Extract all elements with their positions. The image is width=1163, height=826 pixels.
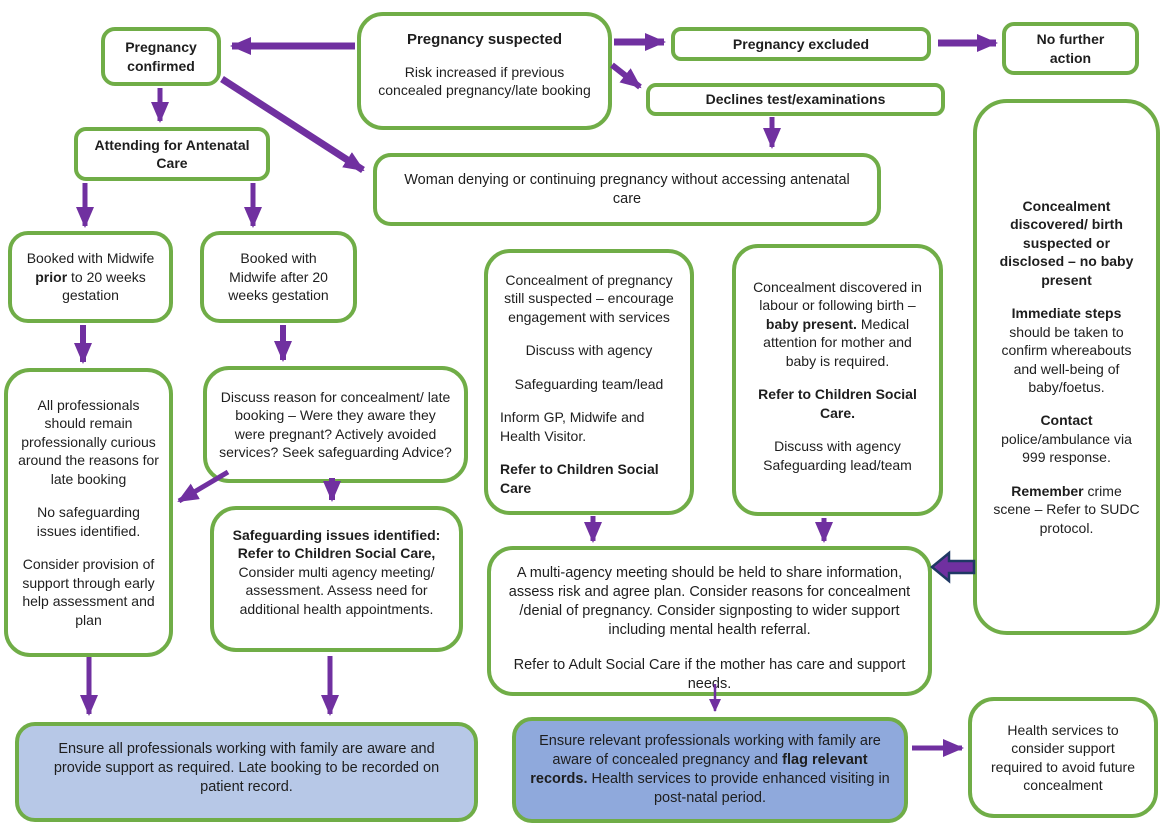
node-booked-after-label: Booked with Midwife after 20 weeks gestation (228, 250, 329, 304)
concealment-suspected-p4: Inform GP, Midwife and Health Visitor. (500, 409, 645, 444)
booked-prior-seg2: prior (35, 268, 68, 285)
node-health-services (968, 697, 1158, 818)
no-baby-present-p3a: Contact (1040, 412, 1093, 429)
node-pregnancy-confirmed (101, 27, 221, 86)
node-booked-prior-label (24, 249, 157, 304)
node-booked-prior (8, 231, 173, 323)
all-professionals-p2: No safeguarding issues identified. (36, 504, 141, 539)
concealment-suspected-p1: Concealment of pregnancy still suspected – encourage engagement with services (504, 272, 674, 325)
ensure-relevant-seg2: flag relevant records. (530, 751, 868, 787)
node-ensure-all (15, 722, 478, 822)
node-pregnancy-confirmed-label: Pregnancy confirmed (125, 39, 197, 74)
node-pregnancy-suspected (357, 12, 612, 130)
node-booked-after (200, 231, 357, 323)
node-pregnancy-excluded (671, 27, 931, 61)
multi-agency-p2: Refer to Adult Social Care if the mother has care and support needs. (513, 656, 906, 692)
concealment-discovered-p2: Refer to Children Social Care. (758, 386, 917, 421)
no-baby-present-p4b: crime scene – Refer to SUDC protocol. (993, 482, 1140, 536)
arrow-suspected-to-declines (612, 65, 640, 87)
node-all-professionals (4, 368, 173, 657)
multi-agency-p1: A multi-agency meeting should be held to share information, assess risk and agree plan. Consider reasons for concealment /denial of pregnancy. Consider signposting to wider support including mental health referral. (508, 565, 911, 639)
node-pregnancy-excluded-label: Pregnancy excluded (732, 35, 870, 52)
node-concealment-discovered (732, 244, 943, 516)
concealment-discovered-p1 (748, 278, 927, 370)
node-multi-agency (487, 546, 932, 696)
ensure-relevant-seg1: Ensure relevant professionals working with family are aware of concealed pregnancy and (539, 732, 881, 768)
no-baby-present-p3b: police/ambulance via 999 response. (1001, 430, 1132, 466)
concealment-discovered-p3: Discuss with agency Safeguarding lead/team (763, 438, 912, 473)
node-attending-antenatal (74, 127, 270, 181)
node-discuss-reason (203, 366, 468, 483)
node-pregnancy-suspected-body: Risk increased if previous concealed pregnancy/late booking (378, 63, 591, 99)
safeguarding-issues-bold: Safeguarding issues identified: Refer to Children Social Care, (232, 527, 441, 562)
concealment-suspected-p2: Discuss with agency (525, 342, 653, 359)
concealment-suspected-p3: Safeguarding team/lead (514, 375, 664, 392)
booked-prior-seg3: to 20 weeks gestation (62, 268, 146, 304)
node-woman-denying (373, 153, 881, 226)
no-baby-present-p1: Concealment discovered/ birth suspected or disclosed – no baby present (999, 197, 1134, 288)
concealment-suspected-p5: Refer to Children Social Care (500, 461, 659, 496)
node-declines-test (646, 83, 945, 116)
node-ensure-all-label: Ensure all professionals working with family are aware and provide support as required. Late booking to be recorded on patient record. (53, 741, 440, 796)
node-no-baby-present (973, 99, 1160, 635)
node-ensure-relevant (512, 717, 908, 823)
no-baby-present-p2 (991, 304, 1142, 396)
concealment-discovered-p1c: Medical attention for mother and baby is required. (763, 315, 912, 369)
concealment-discovered-p1a: Concealment discovered in labour or following birth – (753, 279, 922, 314)
no-baby-present-p2a: Immediate steps (1011, 305, 1122, 322)
no-baby-present-p4 (991, 482, 1142, 537)
all-professionals-p3: Consider provision of support through early help assessment and plan (22, 556, 155, 628)
node-attending-antenatal-label: Attending for Antenatal Care (94, 136, 250, 171)
booked-prior-seg1: Booked with Midwife (26, 250, 155, 267)
concealment-discovered-p1b: baby present. (765, 315, 857, 332)
ensure-relevant-seg3: Health services to provide enhanced visiting in post-natal period. (587, 771, 890, 807)
node-ensure-relevant-text (528, 732, 892, 809)
node-discuss-reason-label: Discuss reason for concealment/ late booking – Were they aware they were pregnant? Actively avoided services? Seek safeguarding Advice? (219, 388, 452, 460)
no-baby-present-p2b: should be taken to confirm whereabouts and well-being of baby/foetus. (1001, 323, 1132, 395)
node-declines-test-label: Declines test/examinations (705, 91, 886, 108)
node-safeguarding-issues-text (228, 526, 445, 618)
block-arrow-no-baby-to-multi-agency (932, 553, 974, 581)
safeguarding-issues-rest: Consider multi agency meeting/ assessment. Assess need for additional health appointments. (238, 563, 435, 617)
node-no-further-action-label: No further action (1036, 31, 1105, 66)
node-no-further-action (1002, 22, 1139, 75)
node-woman-denying-label: Woman denying or continuing pregnancy without accessing antenatal care (404, 172, 850, 208)
node-safeguarding-issues (210, 506, 463, 652)
node-health-services-label: Health services to consider support required to avoid future concealment (991, 721, 1135, 793)
node-concealment-suspected (484, 249, 694, 515)
no-baby-present-p4a: Remember (1011, 482, 1084, 499)
node-pregnancy-suspected-title: Pregnancy suspected (406, 31, 563, 48)
no-baby-present-p3 (991, 411, 1142, 466)
all-professionals-p1: All professionals should remain professionally curious around the reasons for late booking (18, 396, 159, 487)
